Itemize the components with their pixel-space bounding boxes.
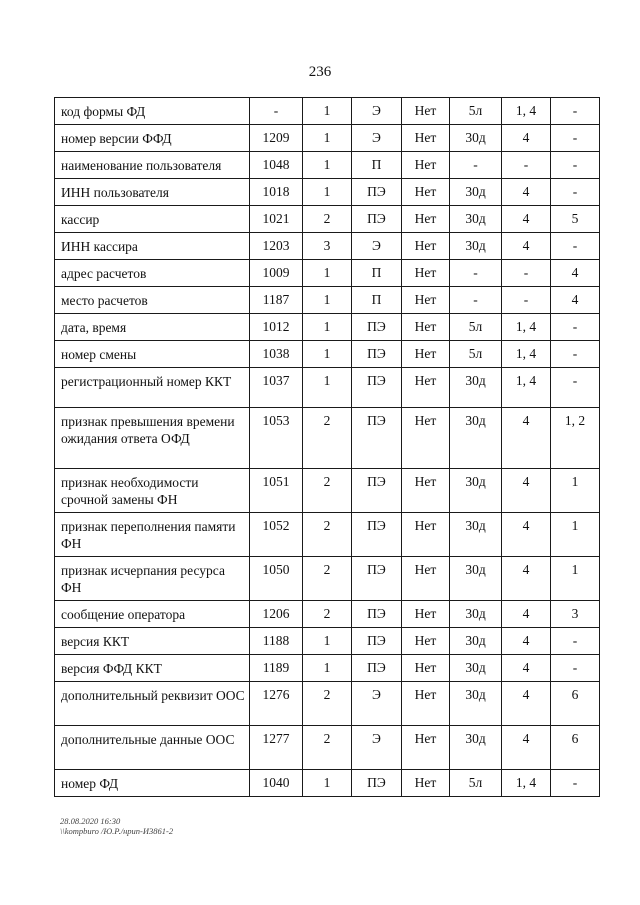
table-cell: 5л [450,98,502,125]
table-cell: - [502,152,551,179]
table-cell: 4 [502,408,551,469]
table-cell: 4 [551,287,600,314]
table-row [55,314,600,341]
table-row [55,287,600,314]
table-cell: Нет [402,341,450,368]
table-cell: 6 [551,682,600,726]
requisite-name-cell: признак переполнения памяти ФН [55,513,250,557]
table-cell: 1012 [250,314,303,341]
footer-path: \\kompburo /Ю.Р./нрип-И3861-2 [60,826,174,836]
requisites-table [54,97,600,797]
table-cell: Нет [402,469,450,513]
table-cell: 5л [450,341,502,368]
requisite-name-cell: номер смены [55,341,250,368]
table-cell: 4 [502,628,551,655]
table-cell: Нет [402,682,450,726]
table-cell: 2 [303,726,352,770]
requisite-name-cell: сообщение оператора [55,601,250,628]
requisite-name-cell: дополнительный реквизит ООС [55,682,250,726]
table-cell: Нет [402,628,450,655]
table-cell: 4 [502,233,551,260]
table-cell: 1, 2 [551,408,600,469]
table-cell: 30д [450,469,502,513]
table-cell: - [551,233,600,260]
table-cell: 30д [450,206,502,233]
table-cell: 1 [303,125,352,152]
table-cell: Нет [402,125,450,152]
table-row [55,601,600,628]
table-cell: 4 [502,557,551,601]
table-cell: Э [352,233,402,260]
table-cell: 4 [502,601,551,628]
table-cell: 1018 [250,179,303,206]
requisite-name-cell: регистрационный номер ККТ [55,368,250,408]
table-cell: - [551,125,600,152]
table-cell: 1189 [250,655,303,682]
table-cell: 5л [450,770,502,797]
table-cell: 1209 [250,125,303,152]
table-cell: ПЭ [352,557,402,601]
table-cell: 1 [303,152,352,179]
table-cell: ПЭ [352,513,402,557]
table-row [55,260,600,287]
table-cell: - [551,628,600,655]
footer-date: 28.08.2020 16:30 [60,816,121,826]
table-cell: 1037 [250,368,303,408]
table-row [55,179,600,206]
table-cell: 30д [450,368,502,408]
table-cell: Нет [402,557,450,601]
table-cell: ПЭ [352,179,402,206]
requisite-name-cell: признак превышения времени ожидания ответа ОФД [55,408,250,469]
table-cell: 30д [450,513,502,557]
requisite-name-cell: номер ФД [55,770,250,797]
table-cell: - [502,287,551,314]
table-cell: 1 [551,469,600,513]
table-cell: 4 [502,655,551,682]
table-row [55,408,600,469]
table-cell: ПЭ [352,341,402,368]
table-cell: ПЭ [352,469,402,513]
table-cell: 1 [303,368,352,408]
table-cell: 2 [303,557,352,601]
table-row [55,98,600,125]
table-cell: ПЭ [352,206,402,233]
table-row [55,628,600,655]
table-cell: Нет [402,179,450,206]
table-cell: 30д [450,601,502,628]
table-cell: 1, 4 [502,341,551,368]
table-row [55,513,600,557]
table-cell: 5 [551,206,600,233]
table-cell: 1052 [250,513,303,557]
table-cell: 2 [303,601,352,628]
table-cell: 1206 [250,601,303,628]
table-cell: Нет [402,314,450,341]
table-cell: Нет [402,655,450,682]
table-cell: 1277 [250,726,303,770]
requisite-name-cell: ИНН пользователя [55,179,250,206]
table-cell: 1 [303,770,352,797]
requisite-name-cell: дополнительные данные ООС [55,726,250,770]
table-cell: 5л [450,314,502,341]
table-cell: - [551,314,600,341]
table-cell: 3 [551,601,600,628]
table-cell: - [551,770,600,797]
requisite-name-cell: кассир [55,206,250,233]
table-cell: 1050 [250,557,303,601]
requisite-name-cell: версия ФФД ККТ [55,655,250,682]
table-cell: 1 [303,341,352,368]
table-cell: - [250,98,303,125]
requisite-name-cell: место расчетов [55,287,250,314]
table-row [55,726,600,770]
table-cell: 1, 4 [502,368,551,408]
table-cell: Нет [402,206,450,233]
table-cell: Нет [402,152,450,179]
table-cell: Э [352,125,402,152]
table-cell: 2 [303,408,352,469]
table-cell: 4 [502,179,551,206]
table-row [55,233,600,260]
table-cell: - [450,152,502,179]
table-row [55,770,600,797]
table-cell: Нет [402,513,450,557]
table-cell: 1 [303,260,352,287]
requisite-name-cell: дата, время [55,314,250,341]
table-cell: 2 [303,682,352,726]
table-cell: - [551,98,600,125]
table-cell: 30д [450,628,502,655]
requisite-name-cell: адрес расчетов [55,260,250,287]
page-number: 236 [308,64,332,80]
table-cell: 30д [450,655,502,682]
table-cell: 1053 [250,408,303,469]
table-cell: - [551,179,600,206]
table-cell: 4 [502,469,551,513]
table-cell: 4 [502,513,551,557]
table-cell: П [352,260,402,287]
table-cell: 1 [303,628,352,655]
table-cell: 1 [303,314,352,341]
table-cell: 30д [450,682,502,726]
table-cell: 4 [502,682,551,726]
table-cell: Нет [402,770,450,797]
requisite-name-cell: номер версии ФФД [55,125,250,152]
table-cell: - [551,655,600,682]
table-cell: 4 [502,206,551,233]
table-row [55,152,600,179]
table-cell: - [502,260,551,287]
table-row [55,682,600,726]
table-cell: Нет [402,408,450,469]
table-cell: 1, 4 [502,98,551,125]
requisite-name-cell: код формы ФД [55,98,250,125]
table-row [55,655,600,682]
table-cell: - [551,368,600,408]
table-cell: 1048 [250,152,303,179]
table-cell: 1 [303,287,352,314]
table-cell: Нет [402,98,450,125]
table-row [55,368,600,408]
table-cell: 1009 [250,260,303,287]
table-cell: 30д [450,125,502,152]
table-cell: ПЭ [352,770,402,797]
table-cell: Э [352,726,402,770]
requisite-name-cell: признак исчерпания ресурса ФН [55,557,250,601]
table-cell: ПЭ [352,314,402,341]
table-cell: Нет [402,260,450,287]
table-cell: Нет [402,233,450,260]
table-cell: 1051 [250,469,303,513]
table-cell: П [352,287,402,314]
table-row [55,469,600,513]
table-row [55,341,600,368]
table-cell: - [450,287,502,314]
table-cell: Э [352,98,402,125]
table-cell: 1021 [250,206,303,233]
table-cell: ПЭ [352,368,402,408]
requisite-name-cell: ИНН кассира [55,233,250,260]
table-cell: 1 [551,557,600,601]
table-cell: - [450,260,502,287]
table-cell: 4 [551,260,600,287]
table-row [55,206,600,233]
table-cell: 6 [551,726,600,770]
table-cell: 1, 4 [502,314,551,341]
table-cell: 1 [551,513,600,557]
requisite-name-cell: версия ККТ [55,628,250,655]
table-cell: 30д [450,233,502,260]
footer-stamp [60,816,173,836]
table-cell: 1187 [250,287,303,314]
table-cell: ПЭ [352,628,402,655]
table-cell: 1188 [250,628,303,655]
requisite-name-cell: признак необходимости срочной замены ФН [55,469,250,513]
table-cell: 1 [303,655,352,682]
table-cell: 4 [502,726,551,770]
table-cell: 1 [303,179,352,206]
table-cell: ПЭ [352,655,402,682]
table-cell: ПЭ [352,408,402,469]
table-cell: 1038 [250,341,303,368]
table-cell: 2 [303,513,352,557]
table-cell: 30д [450,179,502,206]
table-cell: 30д [450,557,502,601]
table-cell: 2 [303,206,352,233]
table-cell: 1203 [250,233,303,260]
table-cell: Нет [402,368,450,408]
table-cell: 2 [303,469,352,513]
table-cell: 4 [502,125,551,152]
table-cell: Нет [402,726,450,770]
requisite-name-cell: наименование пользователя [55,152,250,179]
table-cell: 1040 [250,770,303,797]
table-cell: - [551,152,600,179]
table-cell: - [551,341,600,368]
table-cell: ПЭ [352,601,402,628]
table-cell: 1, 4 [502,770,551,797]
table-cell: 3 [303,233,352,260]
table-cell: 1 [303,98,352,125]
table-cell: 30д [450,726,502,770]
table-cell: Нет [402,287,450,314]
table-cell: 30д [450,408,502,469]
table-cell: П [352,152,402,179]
table-row [55,125,600,152]
table-cell: 1276 [250,682,303,726]
table-cell: Э [352,682,402,726]
table-cell: Нет [402,601,450,628]
table-row [55,557,600,601]
